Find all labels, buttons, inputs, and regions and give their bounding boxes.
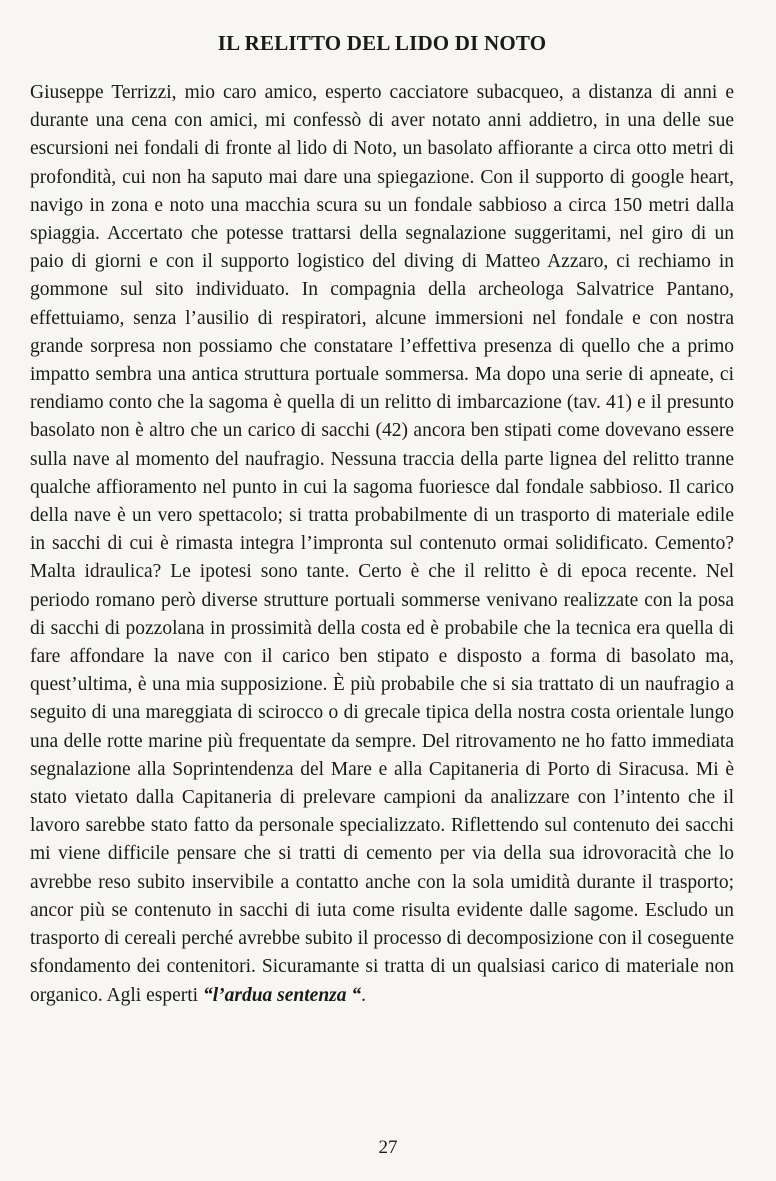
paragraph-end: . <box>361 984 367 1006</box>
page-title: IL RELITTO DEL LIDO DI NOTO <box>217 31 547 55</box>
body-paragraph <box>30 79 734 1010</box>
quoted-phrase: “l’ardua sentenza “ <box>202 984 362 1006</box>
page-number: 27 <box>378 1137 398 1158</box>
paragraph-text: Giuseppe Terrizzi, mio caro amico, esperto cacciatore subacqueo, a distanza di anni e durante una cena con amici, mi confessò di aver notato anni addietro, in una delle sue escursioni nei fondali di fronte al lido di Noto, un basolato affiorante a circa otto metri di profondità, cui non ha saputo mai dare una spiegazione. Con il supporto di google heart, navigo in zona e noto una macchia scura su un fondale sabbioso a circa 150 metri dalla spiaggia. Accertato che potesse trattarsi della segnalazione suggeritami, nel giro di un paio di giorni e con il supporto logistico del diving di Matteo Azzaro, ci rechiamo in gommone sul sito individuato. In compagnia della archeologa Salvatrice Pantano, effettuiamo, senza l’ausilio di respiratori, alcune immersioni nel fondale e con nostra grande sorpresa non possiamo che constatare l’effettiva presenza di quello che a primo impatto sembra una antica struttura portuale sommersa. Ma dopo una serie di apneate, ci rendiamo conto che la sagoma è quella di un relitto di imbarcazione (tav. 41) e il presunto basolato non è altro che un carico di sacchi (42) ancora ben stipati come dovevano essere sulla nave al momento del naufragio. Nessuna traccia della parte lignea del relitto tranne qualche affioramento nel punto in cui la sagoma fuoriesce dal fondale sabbioso. Il carico della nave è un vero spettacolo; si tratta probabilmente di un trasporto di materiale edile in sacchi di cui è rimasta integra l’impronta sul contenuto ormai solidificato. Cemento? Malta idraulica? Le ipotesi sono tante. Certo è che il relitto è di epoca recente. Nel periodo romano però diverse strutture portuali sommerse venivano realizzate con la posa di sacchi di pozzolana in prossimità della costa ed è probabile che la tecnica era quella di fare affondare la nave con il carico ben stipato e disposto a forma di basolato ma, quest’ultima, è una mia supposizione. È più probabile che si sia trattato di un naufragio a seguito di una mareggiata di scirocco o di grecale tipica della nostra costa orientale lungo una delle rotte marine più frequentate da sempre. Del ritrovamento ne ho fatto immediata segnalazione alla Soprintendenza del Mare e alla Capitaneria di Porto di Siracusa. Mi è stato vietato dalla Capitaneria di prelevare campioni da analizzare con l’intento che il lavoro sarebbe stato fatto da personale specializzato. Riflettendo sul contenuto dei sacchi mi viene difficile pensare che si tratti di cemento per via della sua idrovoracità che lo avrebbe reso subito inservibile a contatto anche con la sola umidità durante il trasporto; ancor più se contenuto in sacchi di iuta come risulta evidente dalle sagome. Escludo un trasporto di cereali perché avrebbe subito il processo di decomposizione con il coseguente sfondamento dei contenitori. Sicuramante si tratta di un qualsiasi carico di materiale non organico. Agli esperti <box>30 82 734 1006</box>
